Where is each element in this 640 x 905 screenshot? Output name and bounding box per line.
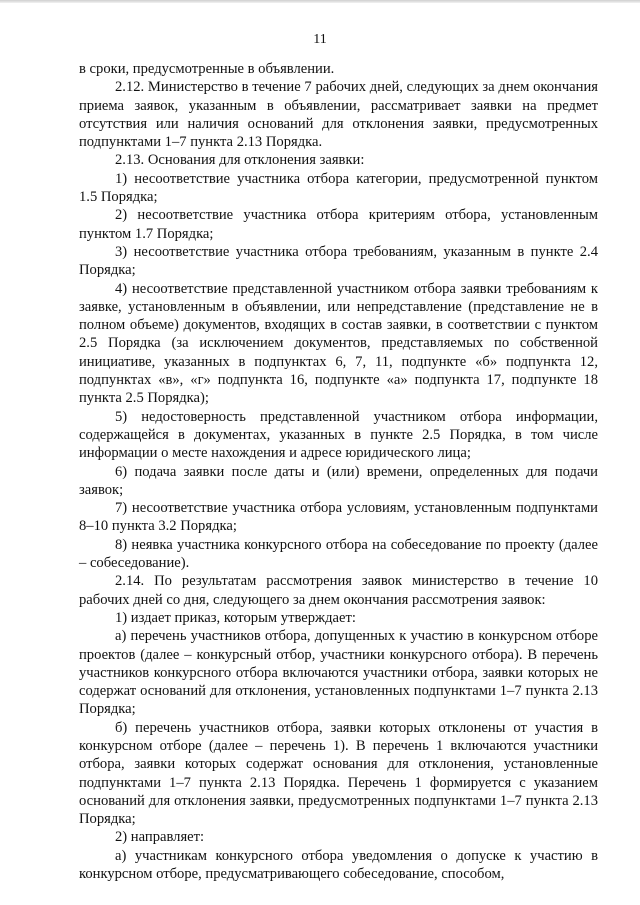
paragraph: б) перечень участников отбора, заявки которых отклонены от участия в конкурсном отборе (далее – перечень 1). В перечень 1 включаются участники отбора, заявки которых содержат основания для отклонения, установленные подпунктами 1–7 пункта 2.13 Порядка. Перечень 1 формируется с указанием оснований для отклонения заявки, предусмотренных подпунктами 1–7 пункта 2.13 Порядка; [79, 719, 598, 828]
paragraph: 2) направляет: [115, 829, 205, 846]
paragraph: 8) неявка участника конкурсного отбора на собеседование по проекту (далее – собеседование). [79, 536, 598, 572]
paragraph: 6) подача заявки после даты и (или) времени, определенных для подачи заявок; [79, 463, 598, 498]
paragraph: 4) несоответствие представленной участником отбора заявки требованиям к заявке, установленным в объявлении, или непредставление (представление не в полном объеме) документов, входящих в состав заявки, в соответствии с пунктом 2.5 Порядка (за исключением документов, представляемых по собственной инициативе, указанных в подпунктах 6, 7, 11, подпункте «б» подпункта 12, подпунктах «в», «г» подпункта 16, подпункте «а» подпункта 17, подпункте 18 пункта 2.5 Порядка); [79, 280, 598, 407]
paragraph: 2.12. Министерство в течение 7 рабочих дней, следующих за днем окончания приема заявок, указанным в объявлении, рассматривает заявки на предмет отсутствия или наличия оснований для отклонения заявки, предусмотренных подпунктами 1–7 пункта 2.13 Порядка. [79, 79, 598, 151]
paragraph: 1) несоответствие участника отбора категории, предусмотренной пунктом 1.5 Порядка; [79, 170, 598, 206]
paragraph: 1) издает приказ, которым утверждает: [115, 609, 356, 626]
paragraph: 2) несоответствие участника отбора критериям отбора, установленным пунктом 1.7 Порядка; [79, 207, 598, 242]
page-top-edge [0, 0, 640, 3]
document-body [79, 60, 598, 883]
paragraph: 7) несоответствие участника отбора условиям, установленным подпунктами 8–10 пункта 3.2 Порядка; [79, 500, 598, 535]
paragraph: 5) недостоверность представленной участником отбора информации, содержащейся в документах, указанных в пункте 2.5 Порядка, в том числе информации о месте нахождения и адресе юридического лица; [79, 408, 598, 462]
paragraph: 2.13. Основания для отклонения заявки: [115, 152, 365, 169]
paragraph: а) участникам конкурсного отбора уведомления о допуске к участию в конкурсном отборе, предусматривающего собеседование, способом, [79, 847, 598, 883]
paragraph: в сроки, предусмотренные в объявлении. [79, 61, 335, 77]
page-number: 11 [313, 32, 327, 47]
paragraph: а) перечень участников отбора, допущенных к участию в конкурсном отборе проектов (далее – конкурсный отбор, участники конкурсного отбора). В перечень участников конкурсного отбора включаются участники отбора, заявки которых не содержат оснований для отклонения, установленных подпунктами 1–7 пункта 2.13 Порядка; [79, 628, 598, 718]
paragraph: 2.14. По результатам рассмотрения заявок министерство в течение 10 рабочих дней со дня, следующего за днем окончания рассмотрения заявок: [79, 573, 598, 608]
paragraph: 3) несоответствие участника отбора требованиям, указанным в пункте 2.4 Порядка; [79, 243, 598, 279]
